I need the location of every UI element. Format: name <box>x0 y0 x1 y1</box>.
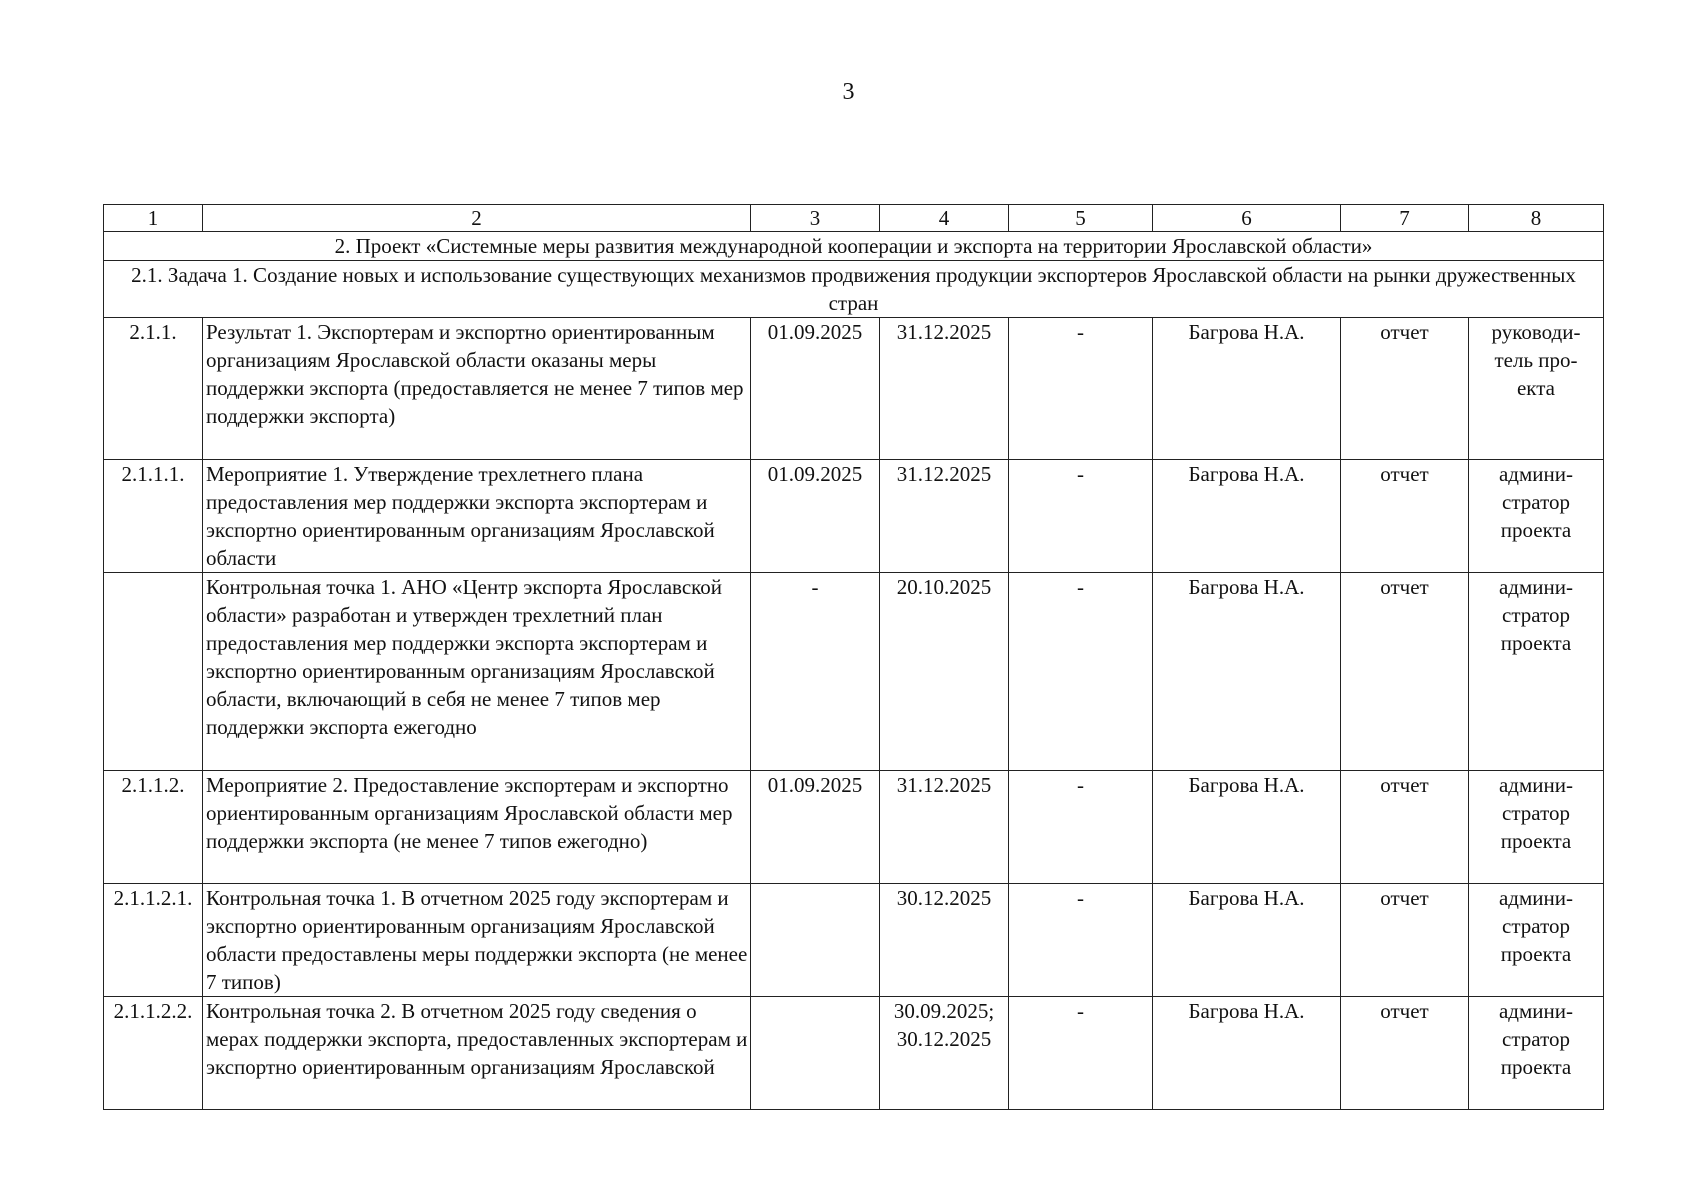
table-row <box>104 997 1604 1110</box>
row-end-date: 31.12.2025 <box>880 318 1009 460</box>
row-start-date: 01.09.2025 <box>751 318 880 460</box>
row-role: админи- стратор проекта <box>1469 460 1604 573</box>
task-title-row <box>104 261 1604 318</box>
column-number: 8 <box>1469 205 1604 232</box>
page-number: 3 <box>842 79 855 105</box>
table-row <box>104 318 1604 460</box>
row-role: админи- стратор проекта <box>1469 573 1604 771</box>
row-start-date: 01.09.2025 <box>751 460 880 573</box>
column-number: 3 <box>751 205 880 232</box>
table-row <box>104 771 1604 884</box>
row-number: 2.1.1.2.1. <box>104 884 203 997</box>
row-column-5: - <box>1009 997 1153 1110</box>
row-document: отчет <box>1341 997 1469 1110</box>
row-start-date: - <box>751 573 880 771</box>
row-role: админи- стратор проекта <box>1469 884 1604 997</box>
row-end-date: 31.12.2025 <box>880 771 1009 884</box>
row-column-5: - <box>1009 771 1153 884</box>
row-responsible: Багрова Н.А. <box>1153 771 1341 884</box>
row-column-5: - <box>1009 884 1153 997</box>
row-number: 2.1.1. <box>104 318 203 460</box>
row-number <box>104 573 203 771</box>
row-document: отчет <box>1341 573 1469 771</box>
row-document: отчет <box>1341 884 1469 997</box>
row-role: админи- стратор проекта <box>1469 997 1604 1110</box>
table-row <box>104 884 1604 997</box>
row-role: руководи- тель про- екта <box>1469 318 1604 460</box>
row-number: 2.1.1.2.2. <box>104 997 203 1110</box>
row-document: отчет <box>1341 460 1469 573</box>
column-number: 2 <box>203 205 751 232</box>
row-end-date: 20.10.2025 <box>880 573 1009 771</box>
row-responsible: Багрова Н.А. <box>1153 318 1341 460</box>
table-row <box>104 460 1604 573</box>
row-column-5: - <box>1009 318 1153 460</box>
row-column-5: - <box>1009 460 1153 573</box>
column-number: 6 <box>1153 205 1341 232</box>
row-name: Мероприятие 1. Утверждение трехлетнего плана предоставления мер поддержки экспорта экспортерам и экспортно ориентированным организациям Ярославской области <box>203 460 751 573</box>
row-end-date: 30.09.2025; 30.12.2025 <box>880 997 1009 1110</box>
row-number: 2.1.1.1. <box>104 460 203 573</box>
row-name: Контрольная точка 2. В отчетном 2025 году сведения о мерах поддержки экспорта, предоставленных экспортерам и экспортно ориентированным организациям Ярославской <box>203 997 751 1110</box>
row-responsible: Багрова Н.А. <box>1153 460 1341 573</box>
row-responsible: Багрова Н.А. <box>1153 997 1341 1110</box>
column-number: 5 <box>1009 205 1153 232</box>
row-document: отчет <box>1341 771 1469 884</box>
row-document: отчет <box>1341 318 1469 460</box>
row-role: админи- стратор проекта <box>1469 771 1604 884</box>
row-end-date: 30.12.2025 <box>880 884 1009 997</box>
row-name: Мероприятие 2. Предоставление экспортерам и экспортно ориентированным организациям Ярославской области мер поддержки экспорта (не менее 7 типов ежегодно) <box>203 771 751 884</box>
row-name: Контрольная точка 1. АНО «Центр экспорта Ярославской области» разработан и утвержден трехлетний план предоставления мер поддержки экспорта экспортерам и экспортно ориентированным организациям Ярославской области, включающий в себя не менее 7 типов мер поддержки экспорта ежегодно <box>203 573 751 771</box>
project-plan-table <box>103 204 1604 1110</box>
task-title: 2.1. Задача 1. Создание новых и использование существующих механизмов продвижения продукции экспортеров Ярославской области на рынки дружественных стран <box>104 261 1604 318</box>
row-name: Результат 1. Экспортерам и экспортно ориентированным организациям Ярославской области оказаны меры поддержки экспорта (предоставляется не менее 7 типов мер поддержки экспорта) <box>203 318 751 460</box>
project-title: 2. Проект «Системные меры развития международной кооперации и экспорта на территории Ярославской области» <box>104 232 1604 261</box>
row-start-date: 01.09.2025 <box>751 771 880 884</box>
row-end-date: 31.12.2025 <box>880 460 1009 573</box>
column-number: 4 <box>880 205 1009 232</box>
column-number: 1 <box>104 205 203 232</box>
project-title-row <box>104 232 1604 261</box>
row-column-5: - <box>1009 573 1153 771</box>
row-number: 2.1.1.2. <box>104 771 203 884</box>
row-responsible: Багрова Н.А. <box>1153 884 1341 997</box>
row-name: Контрольная точка 1. В отчетном 2025 году экспортерам и экспортно ориентированным организациям Ярославской области предоставлены меры поддержки экспорта (не менее 7 типов) <box>203 884 751 997</box>
row-start-date <box>751 884 880 997</box>
table-row <box>104 573 1604 771</box>
column-number-row <box>104 205 1604 232</box>
column-number: 7 <box>1341 205 1469 232</box>
row-start-date <box>751 997 880 1110</box>
row-responsible: Багрова Н.А. <box>1153 573 1341 771</box>
